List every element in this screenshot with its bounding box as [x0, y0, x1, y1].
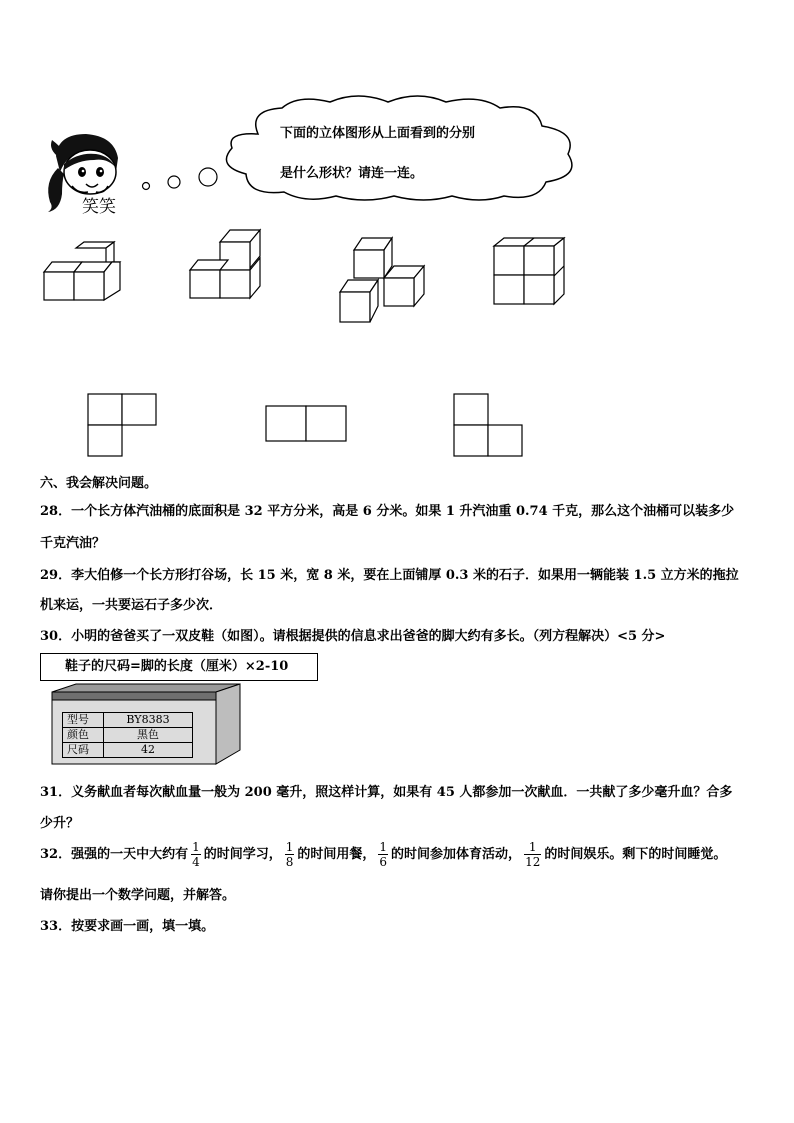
- speech-cloud: [218, 92, 582, 204]
- q32-text-part-2: 的时间学习，: [203, 847, 282, 862]
- table-row: [63, 728, 193, 743]
- q32-line-1: [40, 838, 726, 872]
- q31-line-2: 少升？: [40, 816, 80, 831]
- q32-text-part-3: 的时间用餐，: [297, 847, 376, 862]
- fraction-one-sixth: [378, 840, 388, 869]
- top-view-shape-1: [86, 392, 158, 458]
- q33-line: 33．按要求画一画，填一填。: [40, 919, 215, 934]
- table-cell-value: 黑色: [104, 728, 193, 743]
- table-cell-label: 颜色: [63, 728, 104, 743]
- table-row: [63, 713, 193, 728]
- bubble-line-1: 下面的立体图形从上面看到的分别: [280, 126, 476, 141]
- fraction-numerator: 1: [192, 840, 200, 854]
- shoe-size-formula: 鞋子的尺码=脚的长度（厘米）×2-10: [40, 653, 318, 681]
- q32-line-2: 请你提出一个数学问题，并解答。: [40, 888, 236, 903]
- fraction-one-quarter: [191, 840, 201, 869]
- table-cell-value: 42: [104, 743, 193, 758]
- q29-line-2: 机来运，一共要运石子多少次．: [40, 598, 223, 613]
- table-cell-label: 尺码: [63, 743, 104, 758]
- solid-figure-4: [492, 236, 572, 308]
- table-row: [63, 743, 193, 758]
- fraction-numerator: 1: [379, 840, 388, 854]
- shoe-info-table: [62, 712, 193, 758]
- fraction-one-twelfth: [524, 840, 541, 869]
- solid-figure-2: [188, 228, 268, 302]
- fraction-one-eighth: [285, 840, 295, 869]
- q32-text-part-4: 的时间参加体育活动，: [391, 847, 522, 862]
- character-name-label: 笑笑: [82, 197, 116, 217]
- q31-line-1: 31．义务献血者每次献血量一般为 200 毫升，照这样计算，如果有 45 人都参加一次献血．一共献了多少毫升血？合多: [40, 785, 733, 800]
- fraction-denominator: 12: [525, 855, 541, 869]
- fraction-numerator: 1: [285, 840, 294, 854]
- top-view-shape-3: [452, 392, 526, 458]
- q28-line-1: 28．一个长方体汽油桶的底面积是 32 平方分米，高是 6 分米。如果 1 升汽油重 0.74 千克，那么这个油桶可以装多少: [40, 504, 735, 519]
- section-six-heading: 六、我会解决问题。: [40, 476, 158, 491]
- q32-text-part-1: 32．强强的一天中大约有: [40, 847, 189, 862]
- fraction-numerator: 1: [524, 840, 541, 855]
- fraction-denominator: 6: [379, 855, 388, 869]
- fraction-denominator: 4: [192, 855, 200, 869]
- q32-text-part-5: 的时间娱乐。剩下的时间睡觉。: [544, 847, 727, 862]
- q29-line-1: 29．李大伯修一个长方形打谷场，长 15 米，宽 8 米，要在上面铺厚 0.3 米的石子．如果用一辆能装 1.5 立方米的拖拉: [40, 568, 739, 583]
- thought-dots: [136, 164, 226, 194]
- table-cell-label: 型号: [63, 713, 104, 728]
- solid-figure-1: [40, 242, 130, 306]
- table-cell-value: BY8383: [104, 713, 193, 728]
- top-view-shape-2: [264, 404, 348, 444]
- fraction-denominator: 8: [285, 855, 294, 869]
- q28-line-2: 千克汽油？: [40, 536, 106, 551]
- solid-figure-3: [338, 236, 430, 326]
- bubble-line-2: 是什么形状？请连一连。: [280, 166, 424, 181]
- q30-line-1: 30．小明的爸爸买了一双皮鞋（如图）。请根据提供的信息求出爸爸的脚大约有多长。（列方程解决）<5 分>: [40, 629, 666, 644]
